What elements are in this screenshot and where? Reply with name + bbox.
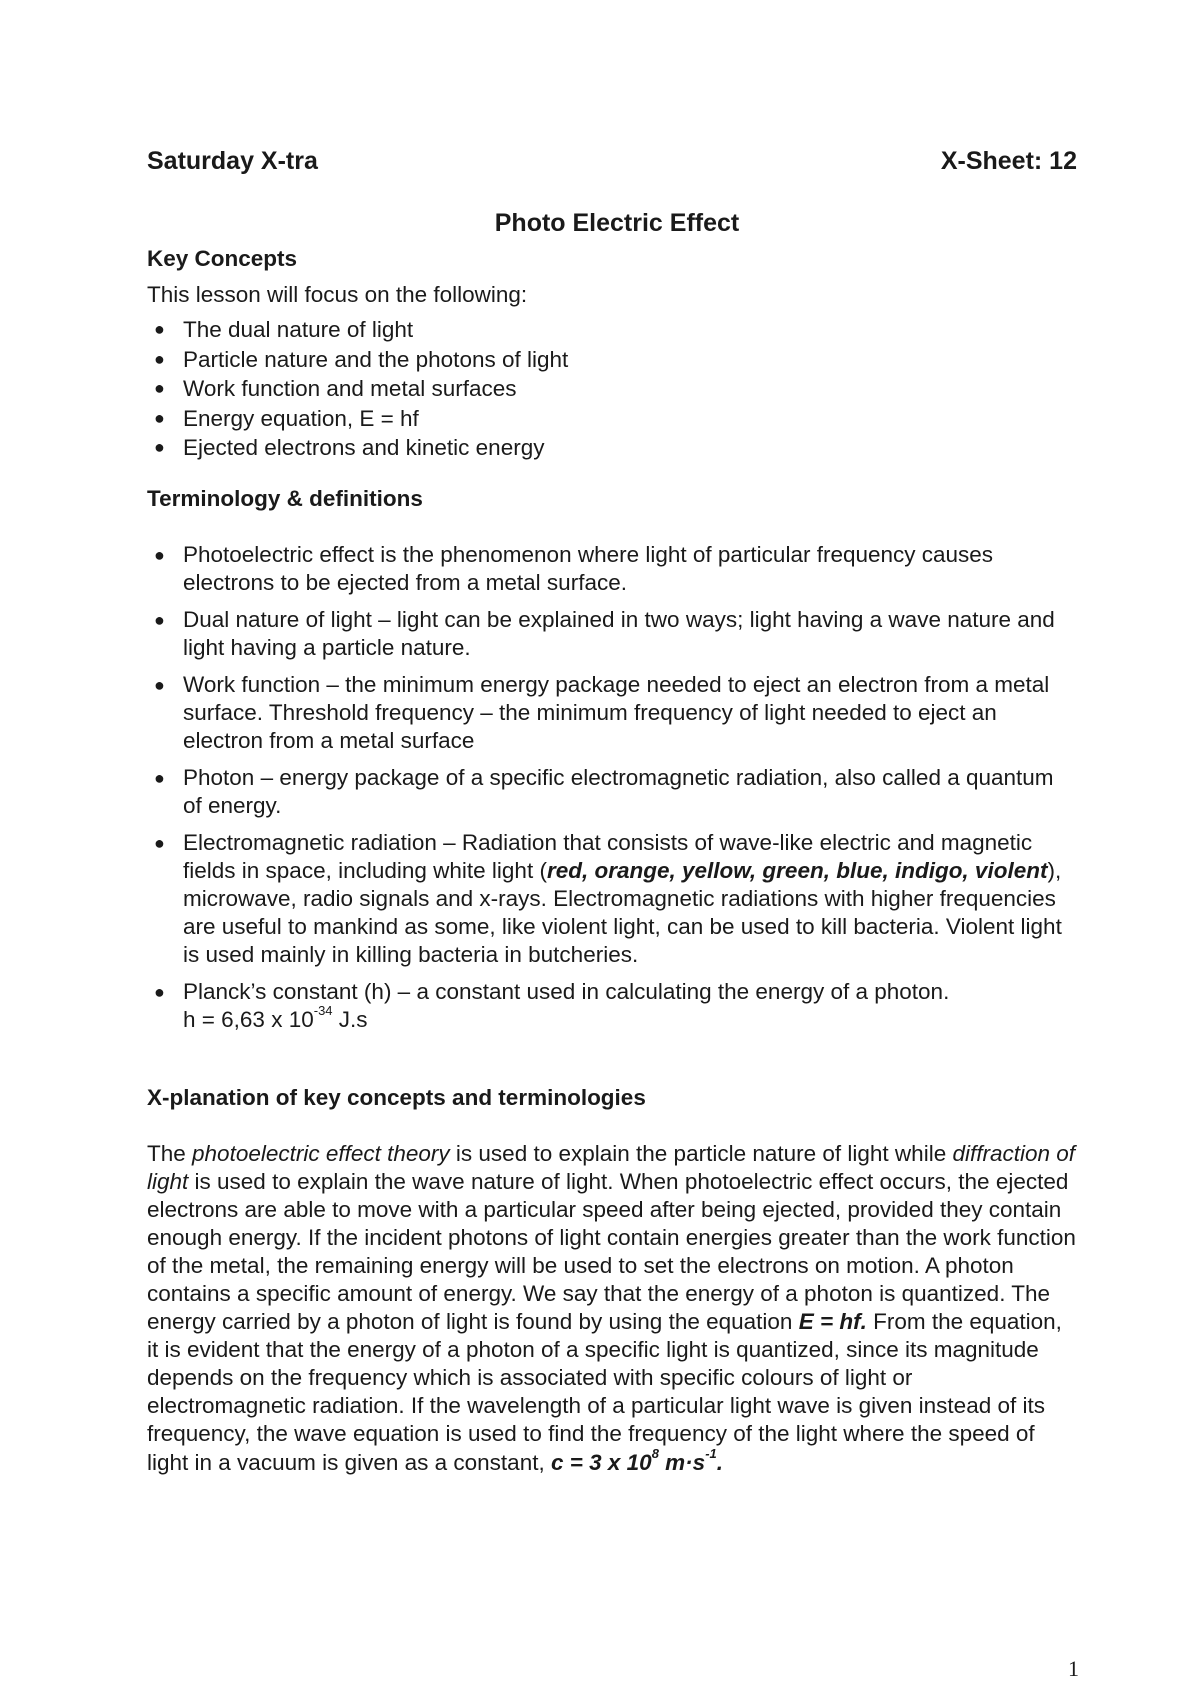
header-left: Saturday X-tra [147, 147, 318, 175]
list-item: ● The dual nature of light [147, 315, 1077, 345]
terminology-list [147, 541, 1077, 1034]
list-item: ● Planck’s constant (h) – a constant used in calculating the energy of a photon. h = 6,63 x $10^{-34}$ J.s [154, 978, 950, 1032]
bullet-icon: ● [154, 348, 165, 369]
list-item: ● Work function and metal surfaces [147, 374, 1077, 404]
key-concepts-list [147, 315, 1077, 463]
list-item: ● Particle nature and the photons of light [147, 345, 1077, 375]
explanation-paragraph: The photoelectric effect theory is used to explain the particle nature of light while diffraction of light is used to explain the wave nature of light. When photoelectric effect occurs, the ejected electrons are able to move with a particular speed after being ejected, provided they contain enough energy. If the incident photons of light contain energies greater than the work function of the metal, the remaining energy will be used to set the electrons on motion. A photon contains a specific amount of energy. We say that the energy of a photon is quantized. The energy carried by a photon of light is found by using the equation E = hf. From the equation, it is evident that the energy of a photon of a specific light is quantized, since its magnitude depends on the frequency which is associated with specific colours of light or electromagnetic radiation. If the wavelength of a particular light wave is given instead of its frequency, the wave equation is used to find the frequency of the light where the speed of light in a vacuum is given as a constant, c = 3 x $10^8$ $m\cdot s^{-1}$. [147, 1140, 1076, 1475]
list-item: ● Work function – the minimum energy package needed to eject an electron from a metal surface. Threshold frequency – the minimum frequency of light needed to eject an electron from a metal surface [154, 671, 1050, 753]
colour-list: red, orange, yellow, green, blue, indigo, violent [546, 857, 1048, 883]
bullet-icon: ● [154, 407, 165, 428]
planck-value: h = 6,63 x $10^{-34}$ J.s [183, 1003, 368, 1032]
bullet-icon: ● [154, 378, 165, 398]
list-item: ● Ejected electrons and kinetic energy [147, 433, 1077, 463]
bullet-icon: ● [154, 544, 165, 565]
list-item: ● Electromagnetic radiation – Radiation that consists of wave-like electric and magnetic fields in space, including white light (red, orange, yellow, green, blue, indigo, violent), microwave, radio signals and x-rays. Electromagnetic radiations with higher frequencies are useful to mankind as some, like violent light, can be used to kill bacteria. Violent light is used mainly in killing bacteria in butcheries. [154, 829, 1062, 967]
bullet-icon: ● [154, 767, 165, 788]
energy-equation: E = hf. [798, 1309, 867, 1335]
list-item: ● Dual nature of light – light can be explained in two ways; light having a wave nature and light having a particle nature. [154, 606, 1055, 660]
list-item: ● Photoelectric effect is the phenomenon where light of particular frequency causes electrons to be ejected from a metal surface. [154, 541, 994, 595]
key-concepts-heading: Key Concepts [147, 246, 298, 271]
light-speed-constant: c = 3 x $10^8$ $m\cdot s^{-1}$. [550, 1446, 724, 1475]
list-item: ● Photon – energy package of a specific electromagnetic radiation, also called a quantum of energy. [154, 764, 1054, 818]
bullet-icon: ● [154, 832, 165, 853]
bullet-icon: ● [154, 981, 165, 1002]
list-item: ● Energy equation, E = hf [147, 404, 1077, 434]
bullet-icon: ● [154, 674, 165, 695]
bullet-icon: ● [154, 319, 165, 339]
bullet-icon: ● [154, 437, 165, 457]
page-number: 1 [1068, 1656, 1079, 1681]
terminology-heading: Terminology & definitions [147, 485, 423, 511]
page-title: Photo Electric Effect [494, 209, 740, 237]
header-right: X-Sheet: 12 [940, 147, 1077, 175]
explanation-heading: X-planation of key concepts and terminologies [147, 1084, 646, 1110]
document-page [147, 145, 1077, 1477]
key-concepts-intro: This lesson will focus on the following: [147, 282, 528, 307]
bullet-icon: ● [154, 609, 165, 630]
sheet-header [147, 145, 1077, 177]
